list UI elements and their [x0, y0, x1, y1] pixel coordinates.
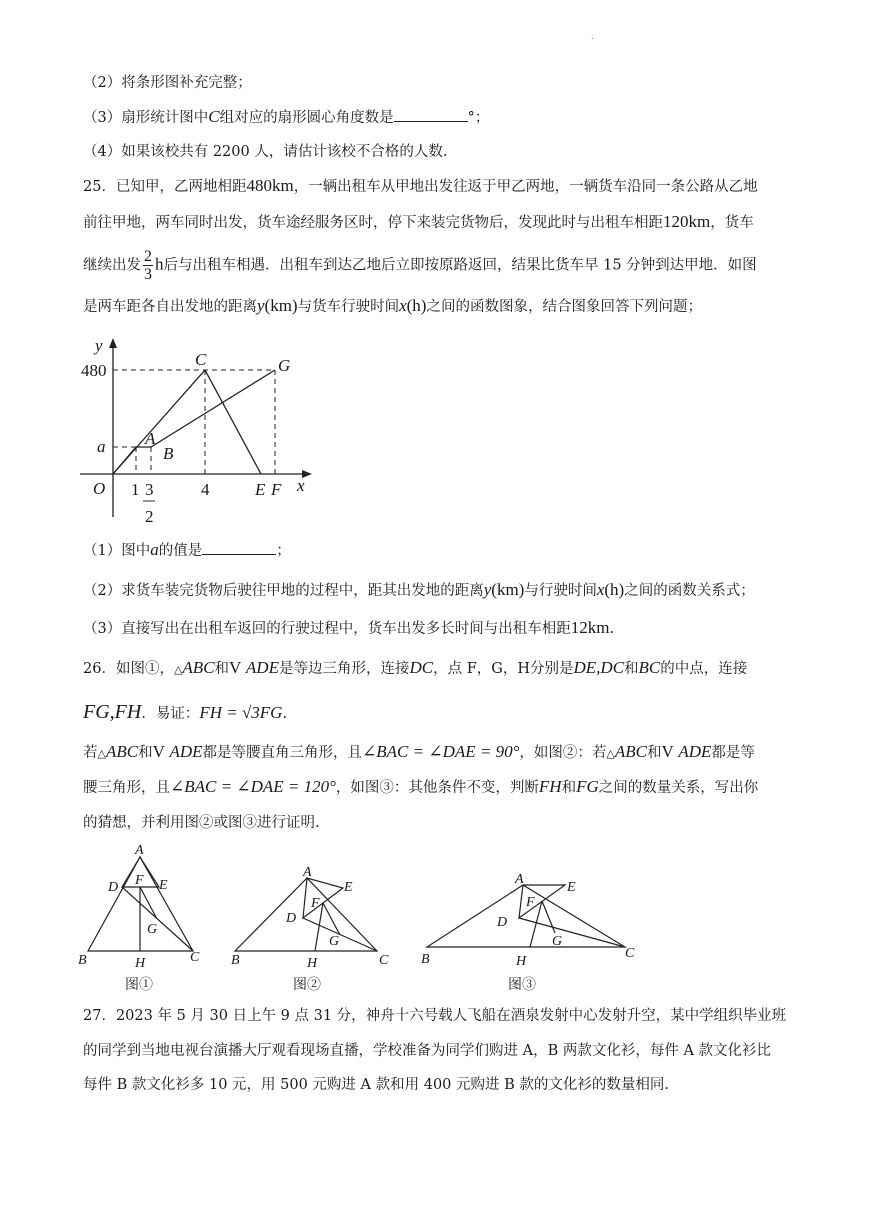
fig1-label-E: E [159, 878, 168, 893]
fig3-label-C: C [625, 946, 635, 961]
fig1-label-F: F [135, 873, 144, 888]
truck-path [113, 370, 275, 474]
point-F: F [271, 480, 282, 499]
fig2-label-G: G [329, 934, 340, 949]
origin-label: O [93, 479, 106, 498]
header-mark: . [591, 32, 594, 41]
fig1-label-H: H [135, 956, 146, 971]
tick-480: 480 [81, 361, 107, 380]
tick-3-2-numerator: 3 [145, 480, 154, 499]
answer-blank[interactable] [394, 121, 468, 122]
fig2-triangle-ade [303, 878, 343, 918]
fig2-label-F: F [311, 896, 320, 911]
q25-line1: 25．已知甲，乙两地相距480km，一辆出租车从甲地出发往返于甲乙两地，一辆货车沿同一条公路从乙地 [83, 176, 758, 195]
fig2-caption: 图② [293, 978, 321, 993]
fig3-label-E: E [567, 880, 576, 895]
fig2-label-D: D [286, 911, 297, 926]
q26-line3: 若△ABC和V ADE都是等腰直角三角形，且∠BAC = ∠DAE = 90°，如图②：若△ABC和V ADE都是等 [83, 742, 755, 761]
q24-item3: （3）扇形统计图中C组对应的扇形圆心角度数是 °； [83, 107, 490, 126]
q26-line5: 的猜想，并利用图②或图③进行证明. [83, 815, 320, 831]
fig2-label-A: A [303, 865, 312, 880]
q27-line3: 每件 B 款文化衫多 10 元，用 500 元购进 A 款和用 400 元购进 B 款的文化衫的数量相同. [83, 1077, 670, 1093]
q27-line1: 27．2023 年 5 月 30 日上午 9 点 31 分，神舟十六号载人飞船在酒泉发射中心发射升空，某中学组织毕业班 [83, 1008, 787, 1024]
fig1-caption: 图① [125, 978, 153, 993]
fig1-label-C: C [190, 950, 200, 965]
point-E: E [255, 480, 266, 499]
tick-1: 1 [131, 480, 140, 499]
q24-item4: （4）如果该校共有 2200 人，请估计该校不合格的人数. [83, 144, 448, 160]
taxi-return-line [205, 370, 261, 474]
q26-line4: 腰三角形，且∠BAC = ∠DAE = 120°，如图③：其他条件不变，判断FH和FG之间的数量关系，写出你 [83, 777, 759, 796]
fig2-label-B: B [231, 953, 240, 968]
fig2-label-H: H [307, 956, 318, 971]
fig3-label-D: D [497, 915, 508, 930]
q26-line1: 26．如图①，△ABC和V ADE是等边三角形，连接DC，点 F，G，H分别是DE,DC和BC的中点，连接 [83, 658, 748, 677]
tick-4: 4 [201, 480, 210, 499]
tick-a: a [97, 437, 106, 456]
q24-item2: （2）将条形图补充完整； [83, 75, 252, 91]
q25-line3: 继续出发 $\frac{2}{3}$ h后与出租车相遇．出租车到达乙地后立即按原路返回，结果比货车早 15 分钟到达甲地．如图 [83, 248, 757, 283]
q25-sub2: （2）求货车装完货物后驶往甲地的过程中，距其出发地的距离y(km)与行驶时间x(h)之间的函数关系式； [83, 580, 755, 599]
fig3-label-G: G [552, 934, 563, 949]
fig1-label-D: D [108, 880, 119, 895]
fig1-label-G: G [147, 922, 158, 937]
q25-line2: 前往甲地，两车同时出发，货车途经服务区时，停下来装完货物后，发现此时与出租车相距120km，货车 [83, 212, 754, 231]
fig3-label-B: B [421, 952, 430, 967]
q25-line4: 是两车距各自出发地的距离y(km)与货车行驶时间x(h)之间的函数图象，结合图象回答下列问题； [83, 296, 702, 315]
x-axis-label: x [297, 476, 305, 495]
point-A: A [145, 429, 156, 448]
fig3-label-H: H [516, 954, 527, 969]
function-graph [75, 332, 315, 532]
fig2-label-E: E [344, 880, 353, 895]
point-C: C [195, 350, 207, 369]
geometry-figures [75, 843, 645, 998]
fig2-label-C: C [379, 953, 389, 968]
fraction-two-thirds: $\frac{2}{3}$ [144, 248, 152, 283]
tick-3-2-denominator: 2 [145, 507, 154, 526]
y-axis-label: y [95, 336, 103, 355]
fig1-label-A: A [135, 843, 144, 858]
fig1-label-B: B [78, 953, 87, 968]
q25-sub1: （1）图中a的值是 ； [83, 540, 291, 559]
q27-line2: 的同学到当地电视台演播大厅观看现场直播，学校准备为同学们购进 A，B 两款文化衫，每件 A 款文化衫比 [83, 1043, 772, 1059]
q25-sub3: （3）直接写出在出租车返回的行驶过程中，货车出发多长时间与出租车相距12km. [83, 618, 615, 637]
fig3-label-A: A [515, 872, 524, 887]
answer-blank[interactable] [202, 554, 276, 555]
q26-line2: FG,FH．易证：FH = √3FG. [83, 701, 288, 723]
point-B: B [163, 444, 174, 463]
fig3-label-F: F [526, 895, 535, 910]
fig3-caption: 图③ [508, 978, 536, 993]
point-G: G [278, 356, 291, 375]
